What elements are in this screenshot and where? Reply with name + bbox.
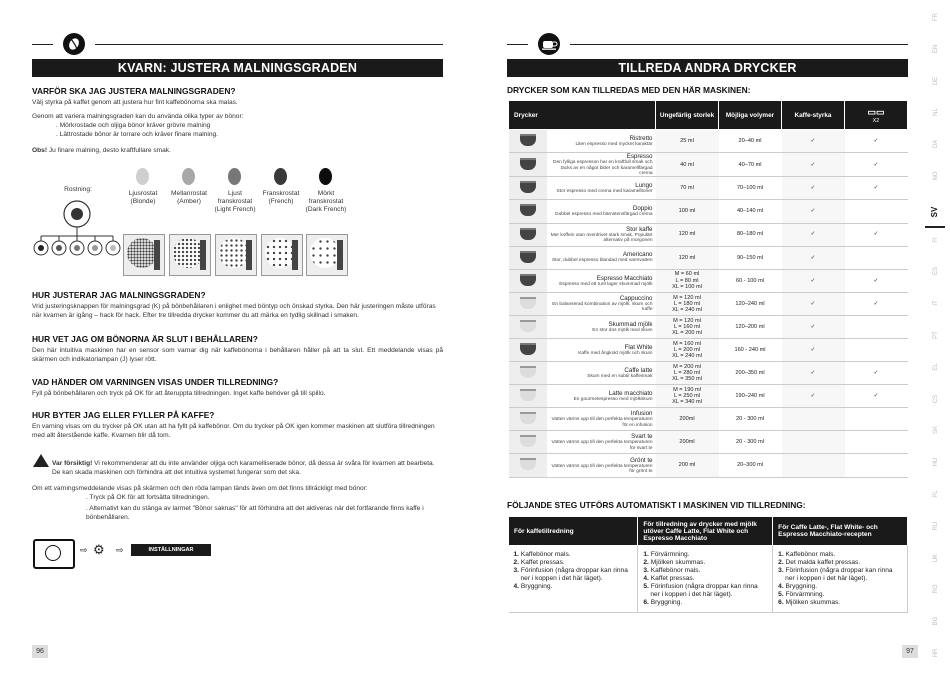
drink-cup-cell <box>509 385 547 408</box>
step-item <box>643 583 767 599</box>
cup-icon <box>520 458 536 470</box>
drink-strength: ✓ <box>782 385 845 408</box>
header-rule-left <box>507 44 528 45</box>
step-text: Förinfusion (några droppar kan rinna ner i koppen i det här läget). <box>785 567 893 582</box>
obs-label: Obs! <box>32 147 48 154</box>
step-number: 4. <box>643 575 651 582</box>
drink-volumes: 90–150 ml <box>719 246 782 269</box>
double-cup-icon: ▭▭ <box>867 106 885 117</box>
steps-col-latte: För Caffe Latte-, Flat White- och Espresso Macchiato-recepten <box>773 517 908 546</box>
drink-size: 200 ml <box>656 454 719 477</box>
step-text: Förvärmning. <box>785 591 825 598</box>
step-number: 2. <box>513 559 521 566</box>
step-item <box>778 583 902 591</box>
drink-description: Vatten värms upp till den perfekta temperaturen för svart te <box>551 440 653 451</box>
coffee-bean-icon <box>274 168 287 185</box>
drink-cup-cell <box>509 246 547 269</box>
drink-volumes: 200–350 ml <box>719 362 782 385</box>
table-row <box>509 200 908 223</box>
drink-strength: ✓ <box>782 292 845 315</box>
cup-icon <box>520 320 536 332</box>
step-text: Kaffebönor mals. <box>785 551 836 558</box>
drink-name-cell <box>547 338 656 361</box>
language-tab-sk[interactable]: SK <box>933 426 939 435</box>
drink-description: Mer koffein utan överdrivet stark smak. Populärt alternativ på morgonen <box>550 232 653 244</box>
col-x2-label: X2 <box>872 117 880 124</box>
step-number: 1. <box>513 551 521 558</box>
language-tab-el[interactable]: EL <box>933 363 939 371</box>
drink-volumes: 190–240 ml <box>719 385 782 408</box>
step-number: 4. <box>513 583 521 590</box>
language-tab-fi[interactable]: FI <box>933 236 939 243</box>
drink-name-cell <box>547 385 656 408</box>
drink-cup-cell <box>509 454 547 477</box>
section-banner: KVARN: JUSTERA MALNINGSGRADEN <box>32 59 443 77</box>
drink-name-cell <box>547 177 656 200</box>
heading-why-adjust: VARFÖR SKA JAG JUSTERA MALNINGSGRADEN? <box>32 86 236 96</box>
drink-name-cell <box>547 454 656 477</box>
language-tab-es[interactable]: ES <box>933 267 939 276</box>
touch-screen-icon <box>33 539 75 569</box>
table-row <box>509 385 908 408</box>
drink-name: Espresso Macchiato <box>596 274 653 282</box>
grinder-setting-illustration <box>261 234 303 276</box>
drink-description: En gourmetespresso med mjölkskum <box>573 397 653 402</box>
roast-type-label: Franskrostat (French) <box>262 190 300 205</box>
coffee-bean-icon <box>228 168 241 185</box>
drink-strength: ✓ <box>782 177 845 200</box>
page-number: 96 <box>32 645 48 658</box>
coffee-cup-icon <box>538 33 560 55</box>
drink-size: M = 120 ml L = 160 ml XL = 200 ml <box>656 315 719 338</box>
step-item <box>778 591 902 599</box>
language-tab-pt[interactable]: PT <box>933 331 939 339</box>
drink-volumes: 40–140 ml <box>719 200 782 223</box>
step-item <box>643 559 767 567</box>
roast-type-label: Mörkt franskrostat (Dark French) <box>305 190 347 213</box>
drink-cup-cell <box>509 200 547 223</box>
step-text: Mjölken skummas. <box>650 559 706 566</box>
step-item <box>643 551 767 559</box>
page-number: 97 <box>902 645 918 658</box>
step-number: 3. <box>778 567 786 574</box>
section-banner: TILLREDA ANDRA DRYCKER <box>507 59 908 77</box>
table-row <box>509 177 908 200</box>
drink-size: M = 120 ml L = 180 ml XL = 240 ml <box>656 292 719 315</box>
steps-cell <box>509 546 638 613</box>
drink-x2: ✓ <box>845 177 908 200</box>
steps-heading: FÖLJANDE STEG UTFÖRS AUTOMATISKT I MASKINEN VID TILLREDNING: <box>507 500 806 510</box>
drink-name-cell <box>547 362 656 385</box>
col-size: Ungefärlig storlek <box>656 101 719 130</box>
warning-label: Var försiktig! <box>52 460 93 467</box>
alarm-bullet-disable: . Alternativt kan du stänga av larmet "Bönor saknas" för att förhindra att det aktiveras när det fortfarande finns kaffe i bönbehållaren. <box>86 505 424 521</box>
drink-size: 100 ml <box>656 200 719 223</box>
drink-strength: ✓ <box>782 246 845 269</box>
drink-name-cell <box>547 431 656 454</box>
language-tab-uk[interactable]: UK <box>933 553 939 562</box>
language-tab-da[interactable]: DA <box>933 140 939 149</box>
alarm-bullet-ok: . Tryck på OK för att fortsätta tillredningen. <box>86 494 210 501</box>
steps-cell <box>638 546 773 613</box>
drink-strength: ✓ <box>782 338 845 361</box>
drink-name: Americano <box>622 251 653 259</box>
cup-icon <box>520 228 536 240</box>
drink-x2 <box>845 408 908 431</box>
drink-description: Den fylliga espresson har en kraftfull smak och täcks av en något bitter och karamellfärgad crema <box>553 160 653 176</box>
language-tab-bg[interactable]: BG <box>933 616 939 626</box>
language-tab-nl[interactable]: NL <box>933 108 939 117</box>
alarm-intro: Om ett varningsmeddelande visas på skärmen och den röda lampan tänds även om det finns tillräckligt med bönor: <box>32 485 368 492</box>
change-coffee-text: En varning visas om du trycker på OK utan att ha fyllt på kaffebönor. Om du trycker på OK igen kommer maskinen att slutföra tillredningen med allt återstående kaffe. Kvarnen blir då tom. <box>32 423 435 439</box>
drink-name-cell <box>547 408 656 431</box>
heading-beans-empty: HUR VET JAG OM BÖNORNA ÄR SLUT I BEHÅLLAREN? <box>32 334 258 344</box>
step-number: 2. <box>643 559 651 566</box>
cup-icon <box>520 412 536 424</box>
drink-cup-cell <box>509 269 547 292</box>
drink-name-cell <box>547 130 656 153</box>
drink-name-cell <box>547 223 656 246</box>
drink-name: Skummad mjölk <box>608 320 653 328</box>
drink-cup-cell <box>509 177 547 200</box>
step-item <box>643 567 767 575</box>
language-tab-cs[interactable]: CS <box>933 394 939 403</box>
drink-description: Espresso med ett tunt lager skummad mjölk <box>559 281 653 287</box>
warning-text: Vi rekommenderar att du inte använder oljiga och karamelliserade bönor, då dessa är svåra för kvarnen att bearbeta. De kan skada maskinen och förhindra att det intuitiva systemet fungerar som det ska. <box>52 460 435 476</box>
beans-empty-text: Den här intuitiva maskinen har en sensor som varnar dig när kaffebönorna i behållaren håller på att ta slut. Ett meddelande visas på skärmen och indikatorlampan (J) lyser rött. <box>32 347 443 363</box>
warning-note <box>52 460 443 477</box>
drink-x2 <box>845 200 908 223</box>
step-number: 1. <box>643 551 651 558</box>
drink-cup-cell <box>509 130 547 153</box>
cup-icon <box>520 389 536 401</box>
drink-strength: ✓ <box>782 362 845 385</box>
language-tab-sv[interactable]: SV <box>925 198 945 228</box>
drink-x2: ✓ <box>845 292 908 315</box>
col-drinks: Drycker <box>509 101 656 130</box>
roast-type-label: Mellanrostat (Amber) <box>171 190 207 205</box>
drink-volumes: 60 - 100 ml <box>719 269 782 292</box>
roast-type-label: Ljusrostat (Blonde) <box>128 190 158 205</box>
drink-x2 <box>845 315 908 338</box>
table-row <box>509 246 908 269</box>
drink-strength: ✓ <box>782 223 845 246</box>
cup-icon <box>520 366 536 378</box>
drink-x2: ✓ <box>845 130 908 153</box>
drink-volumes: 120–240 ml <box>719 292 782 315</box>
drink-volumes: 20 - 300 ml <box>719 431 782 454</box>
step-item <box>778 551 902 559</box>
step-number: 6. <box>643 599 651 606</box>
coffee-bean-icon <box>63 33 85 55</box>
drink-volumes: 40–70 ml <box>719 153 782 177</box>
table-row <box>509 292 908 315</box>
roast-type-label: Ljust franskrostat (Light French) <box>214 190 256 213</box>
arrow-right-icon: ⇨ <box>80 545 88 555</box>
drink-volumes: 20–40 ml <box>719 130 782 153</box>
drink-size: M = 60 ml L = 80 ml XL = 100 ml <box>656 269 719 292</box>
step-item <box>778 599 902 607</box>
cup-icon <box>520 435 536 447</box>
drink-name: Grönt te <box>630 456 653 464</box>
drink-size: 40 ml <box>656 153 719 177</box>
step-text: Förinfusion (några droppar kan rinna ner i koppen i det här läget). <box>520 567 628 582</box>
table-row <box>509 408 908 431</box>
cup-icon <box>520 204 536 216</box>
drink-strength: ✓ <box>782 153 845 177</box>
bean-bullet-dark: . Mörkrostade och oljiga bönor kräver grövre malning <box>56 122 211 129</box>
grind-dial-illustration <box>32 196 122 261</box>
drink-description: Dubbel espresso med bärnstensfärgad crema <box>555 212 653 218</box>
language-tab-ro[interactable]: RO <box>933 584 939 594</box>
cup-icon <box>520 343 536 355</box>
warning-during-text: Fyll på bönbehållaren och tryck på OK för att återuppta tillredningen. Inget kaffe behöver gå till spillo. <box>32 390 326 397</box>
drink-name-cell <box>547 246 656 269</box>
drink-x2: ✓ <box>845 385 908 408</box>
language-tab-en[interactable]: EN <box>933 44 939 53</box>
drink-description: Vatten värms upp till den perfekta temperaturen för en infusion <box>551 417 653 428</box>
drink-x2: ✓ <box>845 362 908 385</box>
drink-name: Stor kaffe <box>626 225 653 233</box>
steps-col-coffee: För kaffetillredning <box>509 517 638 546</box>
drink-description: En stor dos mjölk med skum <box>592 327 653 333</box>
drink-description: Vatten värms upp till den perfekta temperaturen för grönt te <box>551 463 653 474</box>
drink-x2 <box>845 246 908 269</box>
drink-name-cell <box>547 153 656 177</box>
drinks-table-heading: DRYCKER SOM KAN TILLREDAS MED DEN HÄR MASKINEN: <box>507 85 751 95</box>
step-item <box>643 575 767 583</box>
drink-name-cell <box>547 269 656 292</box>
language-tab-de[interactable]: DE <box>933 76 939 85</box>
drink-strength <box>782 408 845 431</box>
drink-description: Skum med en subtil kaffesmak <box>587 373 653 379</box>
drink-cup-cell <box>509 362 547 385</box>
step-text: Förvärmning. <box>650 551 690 558</box>
drink-description: Kaffe med ångkokt mjölk och skum <box>578 350 653 356</box>
step-number: 4. <box>778 583 786 590</box>
drink-strength: ✓ <box>782 130 845 153</box>
drink-size: 200ml <box>656 408 719 431</box>
drink-description: Liten espresso med mycket karaktär <box>575 141 653 147</box>
coffee-bean-icon <box>182 168 195 185</box>
settings-button[interactable]: INSTÄLLNINGAR <box>131 544 211 556</box>
step-number: 2. <box>778 559 786 566</box>
cup-icon <box>520 134 536 146</box>
step-text: Kaffet pressas. <box>520 559 565 566</box>
language-tab-ru[interactable]: RU <box>933 521 939 531</box>
roast-label: Rostning: <box>64 186 92 193</box>
drink-size: 70 ml <box>656 177 719 200</box>
step-text: Mjölken skummas. <box>785 599 841 606</box>
drink-volumes: 20–300 ml <box>719 454 782 477</box>
cup-icon <box>520 181 536 193</box>
table-row <box>509 338 908 361</box>
drink-strength <box>782 431 845 454</box>
header-rule-right <box>570 44 908 45</box>
step-number: 3. <box>643 567 651 574</box>
steps-table <box>508 516 908 613</box>
drinks-table <box>508 100 908 478</box>
table-row <box>509 431 908 454</box>
heading-warning-during: VAD HÄNDER OM VARNINGEN VISAS UNDER TILLREDNING? <box>32 377 279 387</box>
header-rule-left <box>32 44 53 45</box>
drink-cup-cell <box>509 315 547 338</box>
how-adjust-text: Vrid justeringsknappen för malningsgrad (K) på bönbehållaren i enlighet med böntyp och önskad styrka. Den här justeringen måste utföras när kvarnen är igång – hack för hack. Efter tre tillredda drycker kommer du att märka en tydlig skillnad i smaken. <box>32 303 436 319</box>
drink-x2 <box>845 454 908 477</box>
drink-x2: ✓ <box>845 153 908 177</box>
drink-cup-cell <box>509 223 547 246</box>
step-text: Förinfusion (några droppar kan rinna ner i koppen i det här läget). <box>650 583 758 598</box>
drink-name-cell <box>547 315 656 338</box>
header-rule-right <box>95 44 443 45</box>
grinder-setting-illustration <box>123 234 165 276</box>
drink-size: 200ml <box>656 431 719 454</box>
table-row <box>509 130 908 153</box>
drink-name: Infusion <box>630 410 653 418</box>
step-item <box>643 599 767 607</box>
cup-icon <box>520 158 536 170</box>
cup-icon <box>520 274 536 286</box>
drink-name: Flat White <box>624 343 653 351</box>
drink-description: Stor, dubbel espresso blandad med varmvatten <box>551 258 653 264</box>
table-row <box>509 315 908 338</box>
arrow-right-icon: ⇨ <box>116 545 124 555</box>
step-number: 3. <box>513 567 521 574</box>
bean-types-intro: Genom att variera malningsgraden kan du använda olika typer av bönor: <box>32 113 244 120</box>
language-tab-fr[interactable]: FR <box>933 13 939 21</box>
steps-col-milk: För tillredning av drycker med mjölk utöver Caffe Latte, Flat White och Espresso Macchiato <box>638 517 773 546</box>
language-tab-no[interactable]: NO <box>933 171 939 181</box>
drink-cup-cell <box>509 408 547 431</box>
table-row <box>509 223 908 246</box>
coffee-bean-icon <box>319 168 332 185</box>
language-tab-hu[interactable]: HU <box>933 457 939 467</box>
why-adjust-text: Välj styrka på kaffet genom att justera hur fint kaffebönorna ska malas. <box>32 99 238 106</box>
drink-description: En balanserad kombination av mjölk, skum och kaffe <box>552 301 653 313</box>
drink-name: Ristretto <box>629 134 653 142</box>
table-row <box>509 269 908 292</box>
drink-size: M = 190 ml L = 250 ml XL = 340 ml <box>656 385 719 408</box>
obs-text: Ju finare malning, desto kraftfullare smak. <box>47 147 171 154</box>
table-row <box>509 153 908 177</box>
step-text: Kaffet pressas. <box>650 575 695 582</box>
step-item <box>514 559 633 567</box>
drink-name: Latte macchiato <box>608 390 653 397</box>
gear-icon[interactable]: ⚙ <box>93 542 105 557</box>
drink-cup-cell <box>509 292 547 315</box>
step-item <box>514 567 633 583</box>
drink-volumes: 80–180 ml <box>719 223 782 246</box>
heading-change-coffee: HUR BYTER JAG ELLER FYLLER PÅ KAFFE? <box>32 410 215 420</box>
grinder-setting-illustration <box>169 234 211 276</box>
drink-name: Cappuccino <box>619 294 653 302</box>
cup-icon <box>520 297 536 309</box>
drink-name: Svart te <box>631 433 653 441</box>
drink-strength: ✓ <box>782 269 845 292</box>
drink-name-cell <box>547 292 656 315</box>
drink-cup-cell <box>509 153 547 177</box>
drink-volumes: 20 - 300 ml <box>719 408 782 431</box>
step-number: 6. <box>778 599 786 606</box>
grinder-setting-illustration <box>306 234 348 276</box>
table-row <box>509 362 908 385</box>
step-text: Det malda kaffet pressas. <box>785 559 861 566</box>
bean-bullet-light: . Lättrostade bönor är torrare och kräver finare malning. <box>56 131 218 138</box>
step-item <box>514 583 633 591</box>
drink-volumes: 70–100 ml <box>719 177 782 200</box>
coffee-bean-icon <box>136 168 149 185</box>
drink-size: 120 ml <box>656 246 719 269</box>
warning-icon <box>33 454 49 467</box>
drink-x2 <box>845 338 908 361</box>
table-row <box>509 454 908 477</box>
step-text: Bryggning. <box>520 583 553 590</box>
step-text: Bryggning. <box>785 583 818 590</box>
heading-how-adjust: HUR JUSTERAR JAG MALNINGSGRADEN? <box>32 290 206 300</box>
drink-strength: ✓ <box>782 200 845 223</box>
drink-name: Espresso <box>626 153 653 161</box>
drink-description: Stor espresso med crema med karamelltoner <box>556 189 653 195</box>
language-tab-hr[interactable]: HR <box>933 648 939 658</box>
drink-size: M = 160 ml L = 200 ml XL = 240 ml <box>656 338 719 361</box>
drink-x2: ✓ <box>845 269 908 292</box>
drink-x2: ✓ <box>845 223 908 246</box>
steps-cell <box>773 546 908 613</box>
drink-name-cell <box>547 200 656 223</box>
col-strength: Kaffe-styrka <box>782 101 845 130</box>
step-item <box>778 567 902 583</box>
step-text: Bryggning. <box>650 599 683 606</box>
drink-strength <box>782 454 845 477</box>
drink-cup-cell <box>509 431 547 454</box>
col-volumes: Möjliga volymer <box>719 101 782 130</box>
drink-x2 <box>845 431 908 454</box>
language-tab-pl[interactable]: PL <box>933 490 939 498</box>
drink-strength: ✓ <box>782 315 845 338</box>
drink-name: Doppio <box>632 205 653 213</box>
drink-name: Caffe latte <box>624 366 653 374</box>
step-item <box>514 551 633 559</box>
drink-size: 25 ml <box>656 130 719 153</box>
step-text: Kaffebönor mals. <box>520 551 571 558</box>
step-text: Kaffebönor mals. <box>650 567 701 574</box>
drink-volumes: 160 - 240 ml <box>719 338 782 361</box>
language-tab-it[interactable]: IT <box>933 300 939 306</box>
drink-size: M = 200 ml L = 280 ml XL = 350 ml <box>656 362 719 385</box>
drink-volumes: 120–200 ml <box>719 315 782 338</box>
cup-icon <box>520 251 536 263</box>
step-number: 1. <box>778 551 786 558</box>
drink-size: 120 ml <box>656 223 719 246</box>
step-number: 5. <box>643 583 651 590</box>
drink-name: Lungo <box>635 182 653 190</box>
step-number: 5. <box>778 591 786 598</box>
col-x2 <box>845 101 908 130</box>
step-item <box>778 559 902 567</box>
drink-cup-cell <box>509 338 547 361</box>
obs-note <box>32 147 443 156</box>
grinder-setting-illustration <box>215 234 257 276</box>
